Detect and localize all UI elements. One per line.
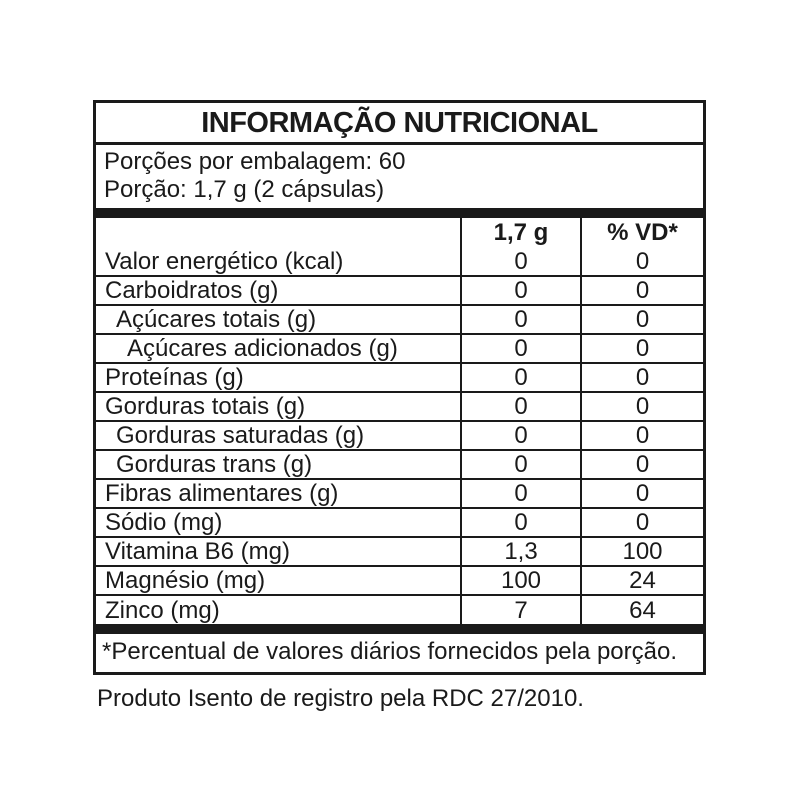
- header-row: [96, 218, 703, 247]
- nutrient-name: Açúcares adicionados (g): [127, 335, 398, 362]
- nutrient-amount: 0: [461, 247, 581, 276]
- nutrient-name: Proteínas (g): [105, 364, 244, 391]
- table-row: [96, 247, 703, 276]
- nutrition-table-body: [96, 247, 703, 624]
- servings-per-package: Porções por embalagem: 60: [104, 148, 406, 175]
- nutrient-daily-value: 0: [581, 479, 703, 508]
- nutrient-daily-value: 100: [581, 537, 703, 566]
- nutrient-name: Sódio (mg): [105, 509, 223, 536]
- nutrient-amount: 0: [461, 508, 581, 537]
- table-row: [96, 479, 703, 508]
- nutrient-name: Gorduras trans (g): [116, 451, 313, 478]
- nutrient-name: Valor energético (kcal): [105, 247, 344, 275]
- nutrient-daily-value: 0: [581, 421, 703, 450]
- header-percent-daily-value: % VD*: [581, 218, 703, 247]
- table-row: [96, 334, 703, 363]
- nutrient-amount: 0: [461, 334, 581, 363]
- nutrient-amount: 0: [461, 276, 581, 305]
- header-thick-divider: [96, 208, 703, 218]
- nutrient-amount: 0: [461, 479, 581, 508]
- table-row: [96, 566, 703, 595]
- table-row: [96, 595, 703, 624]
- nutrition-table: [96, 218, 703, 624]
- nutrient-amount: 7: [461, 595, 581, 624]
- nutrient-name: Açúcares totais (g): [116, 306, 317, 333]
- nutrient-name: Zinco (mg): [105, 596, 220, 624]
- table-row: [96, 537, 703, 566]
- nutrient-amount: 100: [461, 566, 581, 595]
- table-row: [96, 305, 703, 334]
- nutrient-amount: 0: [461, 363, 581, 392]
- nutrient-name: Fibras alimentares (g): [105, 480, 339, 507]
- nutrient-daily-value: 64: [581, 595, 703, 624]
- nutrition-title: INFORMAÇÃO NUTRICIONAL: [201, 107, 598, 139]
- nutrient-name: Gorduras saturadas (g): [116, 422, 365, 449]
- nutrition-label-area: [93, 100, 706, 713]
- table-row: [96, 276, 703, 305]
- nutrient-amount: 0: [461, 305, 581, 334]
- nutrient-daily-value: 0: [581, 276, 703, 305]
- nutrient-daily-value: 0: [581, 305, 703, 334]
- table-row: [96, 450, 703, 479]
- header-nutrient-blank: [96, 218, 461, 247]
- nutrient-daily-value: 0: [581, 363, 703, 392]
- daily-value-footnote: *Percentual de valores diários fornecidos pela porção.: [102, 638, 678, 665]
- nutrient-daily-value: 0: [581, 392, 703, 421]
- serving-size: Porção: 1,7 g (2 cápsulas): [104, 176, 385, 203]
- nutrient-name: Carboidratos (g): [105, 277, 279, 304]
- serving-info: [96, 145, 703, 208]
- nutrient-amount: 1,3: [461, 537, 581, 566]
- registration-note: Produto Isento de registro pela RDC 27/2010.: [97, 685, 584, 712]
- nutrient-daily-value: 24: [581, 566, 703, 595]
- nutrient-amount: 0: [461, 450, 581, 479]
- nutrient-name: Vitamina B6 (mg): [105, 538, 290, 565]
- nutrient-name: Magnésio (mg): [105, 567, 266, 594]
- nutrition-table-header: [96, 218, 703, 247]
- table-row: [96, 421, 703, 450]
- nutrition-facts-box: [93, 100, 706, 675]
- table-row: [96, 392, 703, 421]
- nutrient-daily-value: 0: [581, 334, 703, 363]
- nutrient-amount: 0: [461, 392, 581, 421]
- nutrient-daily-value: 0: [581, 247, 703, 276]
- nutrient-daily-value: 0: [581, 450, 703, 479]
- footer-thick-divider: [96, 624, 703, 634]
- nutrient-name: Gorduras totais (g): [105, 393, 306, 420]
- table-row: [96, 508, 703, 537]
- table-row: [96, 363, 703, 392]
- nutrient-amount: 0: [461, 421, 581, 450]
- nutrient-daily-value: 0: [581, 508, 703, 537]
- header-amount-per-serving: 1,7 g: [461, 218, 581, 247]
